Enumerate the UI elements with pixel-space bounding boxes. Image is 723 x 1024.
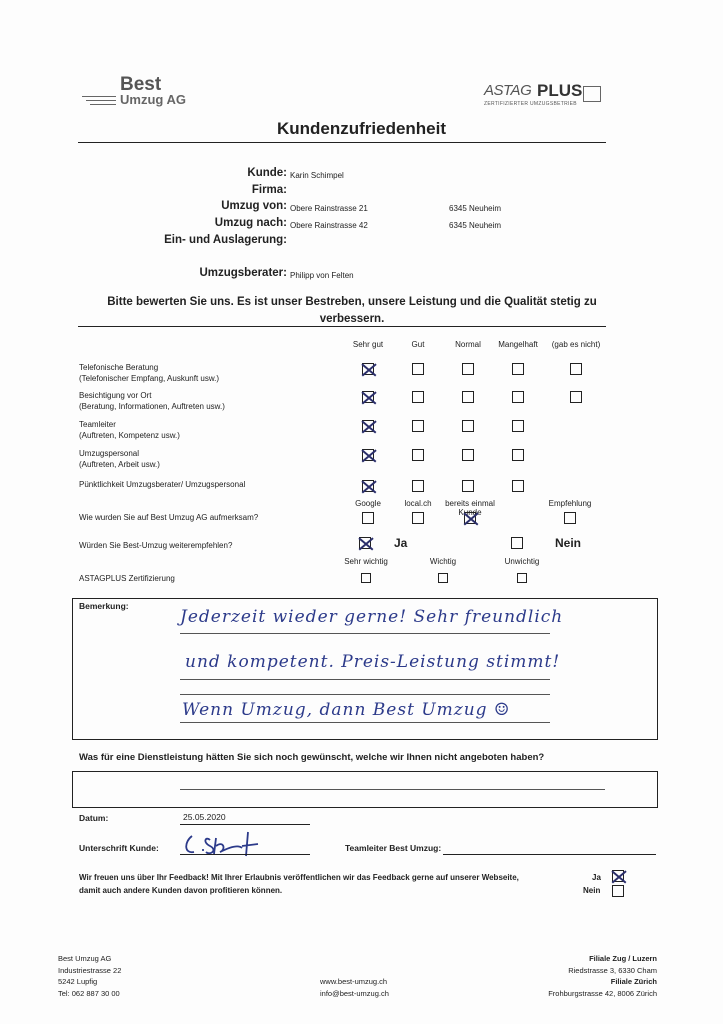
teamleiter-line	[443, 854, 656, 855]
source-option-label: Google	[355, 499, 381, 508]
footer-city: 5242 Lupfig	[58, 977, 98, 986]
footer-branch2-name: Filiale Zürich	[610, 977, 657, 986]
signature-line	[180, 854, 310, 855]
rating-row-title: Besichtigung vor Ort	[79, 391, 152, 400]
teamleiter-label: Teamleiter Best Umzug:	[345, 843, 442, 853]
rating-row-label	[79, 390, 225, 412]
umzug-nach-label: Umzug nach:	[214, 217, 287, 229]
rating-row-detail: (Auftreten, Kompetenz usw.)	[79, 431, 180, 440]
divider	[78, 142, 606, 143]
recommend-question: Würden Sie Best-Umzug weiterempfehlen?	[79, 541, 233, 550]
consent-yes-label: Ja	[592, 873, 601, 882]
rating-checkbox[interactable]	[362, 449, 374, 461]
rating-checkbox[interactable]	[362, 363, 374, 375]
consent-no-label: Nein	[583, 886, 601, 895]
importance-option-label: Wichtig	[429, 557, 457, 566]
rating-checkbox[interactable]	[412, 480, 424, 492]
footer-branch1-addr: Riedstrasse 3, 6330 Cham	[568, 965, 657, 975]
consent-text-line-1: Wir freuen uns über Ihr Feedback! Mit Ihrer Erlaubnis veröffentlichen wir das Feedback gerne auf unserer Webseite,	[79, 873, 519, 882]
recommend-no-label: Nein	[555, 536, 582, 550]
footer-branches	[548, 953, 657, 999]
rating-checkbox[interactable]	[412, 449, 424, 461]
rating-column-header: (gab es nicht)	[551, 340, 601, 349]
footer-web[interactable]: www.best-umzug.ch	[320, 977, 388, 986]
rating-checkbox[interactable]	[412, 363, 424, 375]
remarks-line	[180, 694, 550, 695]
recommend-no-checkbox[interactable]	[511, 537, 523, 549]
rating-row-label	[79, 479, 245, 490]
consent-yes-checkbox[interactable]	[612, 870, 624, 882]
remarks-line	[180, 633, 550, 634]
recommend-yes-label: Ja	[394, 536, 408, 550]
source-option-label: bereits einmal Kunde	[445, 499, 495, 517]
rating-row-title: Umzugspersonal	[79, 449, 140, 458]
rating-checkbox[interactable]	[462, 449, 474, 461]
customer-signature	[180, 828, 270, 860]
rating-checkbox[interactable]	[412, 420, 424, 432]
rating-checkbox[interactable]	[570, 391, 582, 403]
signature-label: Unterschrift Kunde:	[79, 843, 159, 853]
divider	[78, 326, 606, 327]
berater-label: Umzugsberater:	[199, 267, 287, 279]
rating-row-label	[79, 362, 219, 384]
importance-option-checkbox[interactable]	[517, 573, 527, 583]
rating-checkbox[interactable]	[462, 391, 474, 403]
footer-branch1-name: Filiale Zug / Luzern	[589, 954, 657, 963]
importance-option-checkbox[interactable]	[438, 573, 448, 583]
rating-checkbox[interactable]	[512, 449, 524, 461]
datum-value: 25.05.2020	[183, 812, 226, 822]
source-option-label: Empfehlung	[548, 499, 592, 508]
rating-checkbox[interactable]	[512, 420, 524, 432]
rating-checkbox[interactable]	[362, 420, 374, 432]
wish-line	[180, 789, 605, 790]
rating-checkbox[interactable]	[570, 363, 582, 375]
source-option-checkbox[interactable]	[464, 512, 476, 524]
rating-row-label	[79, 419, 180, 441]
firma-label: Firma:	[251, 184, 287, 196]
intro-text: Bitte bewerten Sie uns. Es ist unser Bestreben, unsere Leistung und die Qualität stetig zu verbessern.	[107, 296, 597, 325]
umzug-von-label: Umzug von:	[221, 200, 287, 212]
footer-contact	[320, 976, 389, 999]
footer-branch2-addr: Frohburgstrasse 42, 8006 Zürich	[548, 988, 657, 998]
importance-option-label: Unwichtig	[504, 557, 540, 566]
umzug-nach-street: Obere Rainstrasse 42	[290, 221, 368, 230]
lagerung-label: Ein- und Auslagerung:	[164, 234, 287, 246]
rating-row-title: Pünktlichkeit Umzugsberater/ Umzugspersonal	[79, 480, 246, 489]
importance-option-label: Sehr wichtig	[344, 557, 388, 566]
consent-text	[79, 871, 519, 897]
datum-line	[180, 824, 310, 825]
source-question: Wie wurden Sie auf Best Umzug AG aufmerksam?	[79, 513, 259, 522]
rating-checkbox[interactable]	[462, 363, 474, 375]
wish-question: Was für eine Dienstleistung hätten Sie sich noch gewünscht, welche wir Ihnen nicht angeboten haben?	[79, 752, 545, 763]
rating-row-label	[79, 448, 160, 470]
rating-checkbox[interactable]	[462, 480, 474, 492]
logo-text-best: Best	[120, 74, 162, 95]
astag-plus-logo	[484, 82, 604, 110]
consent-no-checkbox[interactable]	[612, 885, 624, 897]
source-option-checkbox[interactable]	[362, 512, 374, 524]
source-option-checkbox[interactable]	[412, 512, 424, 524]
rating-checkbox[interactable]	[362, 391, 374, 403]
importance-option-checkbox[interactable]	[361, 573, 371, 583]
datum-label: Datum:	[79, 813, 109, 823]
umzug-nach-city: 6345 Neuheim	[449, 221, 502, 230]
remarks-handwriting-1: Jederzeit wieder gerne! Sehr freundlich	[180, 607, 564, 627]
kunde-value: Karin Schimpel	[290, 171, 344, 180]
rating-checkbox[interactable]	[512, 480, 524, 492]
footer-company: Best Umzug AG	[58, 954, 112, 963]
logo-line	[90, 104, 116, 105]
umzug-von-street: Obere Rainstrasse 21	[290, 204, 368, 213]
truck-icon	[583, 86, 601, 102]
logo-line	[82, 96, 116, 97]
rating-row-title: Telefonische Beratung	[79, 363, 159, 372]
rating-checkbox[interactable]	[512, 363, 524, 375]
rating-column-header: Mangelhaft	[498, 340, 538, 349]
rating-column-header: Gut	[411, 340, 425, 349]
remarks-line	[180, 722, 550, 723]
rating-row-detail: (Beratung, Informationen, Auftreten usw.)	[79, 402, 225, 411]
rating-row-title: Teamleiter	[79, 420, 116, 429]
umzug-von-city: 6345 Neuheim	[449, 204, 502, 213]
consent-text-line-2: damit auch andere Kunden davon profitieren können.	[79, 886, 283, 895]
rating-column-header: Sehr gut	[352, 340, 384, 349]
source-option-label: local.ch	[404, 499, 432, 508]
remarks-line	[180, 679, 550, 680]
page-title: Kundenzufriedenheit	[276, 119, 447, 138]
rating-row-detail: (Auftreten, Arbeit usw.)	[79, 460, 160, 469]
rating-column-header: Normal	[455, 340, 481, 349]
astag-question: ASTAGPLUS Zertifizierung	[79, 574, 175, 583]
rating-checkbox[interactable]	[462, 420, 474, 432]
logo-text-umzug: Umzug AG	[120, 92, 186, 107]
footer-street: Industriestrasse 22	[58, 965, 122, 975]
kunde-label: Kunde:	[247, 167, 287, 179]
astag-tagline: ZERTIFIZIERTER UMZUGSBETRIEB	[484, 101, 577, 107]
remarks-handwriting-3: Wenn Umzug, dann Best Umzug ☺	[182, 700, 511, 720]
footer-phone: Tel: 062 887 30 00	[58, 988, 120, 998]
logo-line	[86, 100, 116, 101]
rating-checkbox[interactable]	[362, 480, 374, 492]
plus-text: PLUS	[537, 81, 583, 100]
remarks-handwriting-2: und kompetent. Preis-Leistung stimmt!	[185, 652, 561, 672]
astag-text: ASTAG	[484, 82, 532, 99]
rating-row-detail: (Telefonischer Empfang, Auskunft usw.)	[79, 374, 220, 383]
berater-value: Philipp von Felten	[290, 271, 354, 280]
rating-checkbox[interactable]	[512, 391, 524, 403]
remarks-label: Bemerkung:	[79, 601, 129, 611]
footer-address	[58, 953, 121, 999]
source-option-checkbox[interactable]	[564, 512, 576, 524]
best-umzug-logo	[82, 74, 212, 114]
footer-email[interactable]: info@best-umzug.ch	[320, 988, 389, 998]
recommend-yes-checkbox[interactable]	[359, 537, 371, 549]
rating-checkbox[interactable]	[412, 391, 424, 403]
